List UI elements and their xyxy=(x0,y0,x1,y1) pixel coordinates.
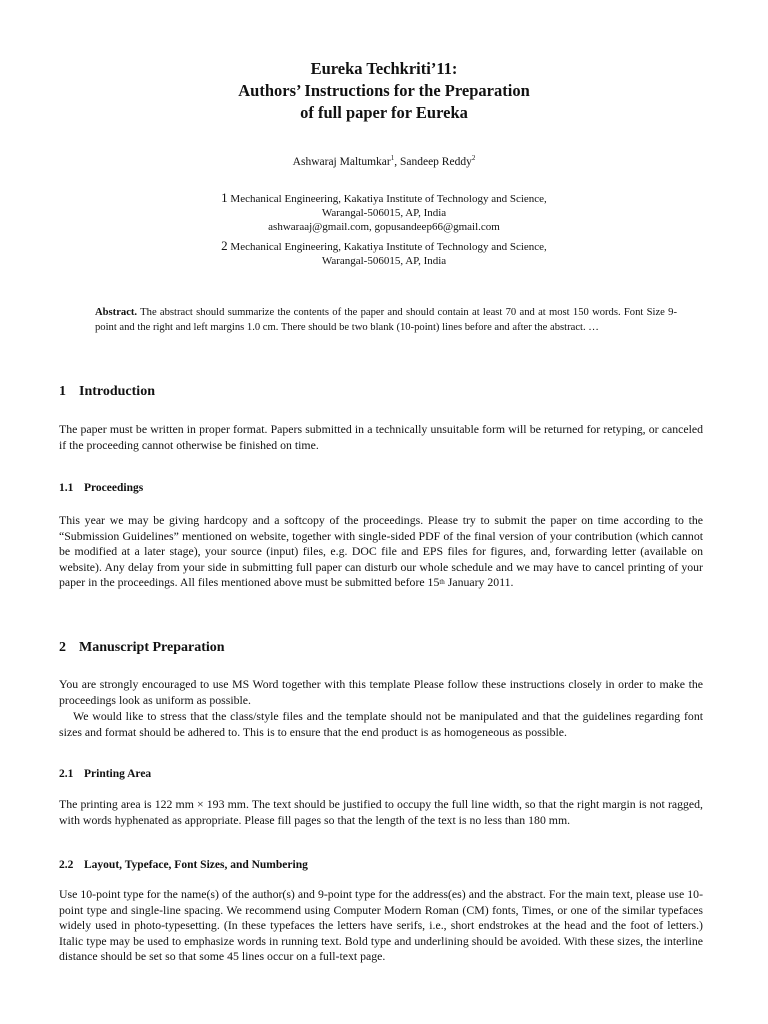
subsection-number: 1.1 xyxy=(59,482,74,494)
affiliation-institution: Mechanical Engineering, Kakatiya Institute of Technology and Science, xyxy=(230,241,547,253)
author-name: Sandeep Reddy xyxy=(399,155,472,168)
affiliation-institution: Mechanical Engineering, Kakatiya Institute of Technology and Science, xyxy=(230,193,547,205)
section-title: Introduction xyxy=(79,384,155,399)
title-line-1: Eureka Techkriti’11: xyxy=(310,59,458,78)
affiliation-2 xyxy=(0,239,768,268)
title-line-2: Authors’ Instructions for the Preparation xyxy=(238,81,530,100)
paragraph-text-end: January 2011. xyxy=(444,575,514,589)
section-paragraph: The paper must be written in proper format. Papers submitted in a technically unsuitable form will be returned for retyping, or canceled if the proceeding cannot otherwise be finished on time. xyxy=(59,422,703,452)
author-name: Ashwaraj Maltumkar xyxy=(292,155,391,168)
affiliation-emails: ashwaraaj@gmail.com, gopusandeep66@gmail.com xyxy=(268,221,500,233)
paper-title xyxy=(0,58,768,124)
section-number: 2 xyxy=(59,640,66,655)
subsection-number: 2.1 xyxy=(59,768,74,780)
section-heading-manuscript-preparation xyxy=(59,640,225,656)
author-separator: , xyxy=(394,155,400,168)
subsection-number: 2.2 xyxy=(59,859,74,871)
affiliation-number: 1 xyxy=(221,190,228,205)
section-paragraph xyxy=(59,513,703,591)
subsection-title: Proceedings xyxy=(84,482,144,494)
paragraph-text: This year we may be giving hardcopy and a softcopy of the proceedings. Please try to submit the paper on time according to the “Submission Guidelines” mentioned on website, together with single-sided PDF of the final version of your contribution (which cannot be modified at a later stage), your source (input) files, e.g. DOC file and EPS files for figures, and, forwarding letter (available on website). Any delay from your side in submitting full paper can disturb our whole schedule and we may have to cancel printing of your paper in the proceedings. All files mentioned above must be submitted before 15 xyxy=(59,513,703,589)
section-title: Manuscript Preparation xyxy=(79,640,225,655)
author-list xyxy=(0,154,768,168)
subsection-heading-printing-area xyxy=(59,768,151,780)
subsection-title: Layout, Typeface, Font Sizes, and Numbering xyxy=(84,859,308,871)
affiliation-1 xyxy=(0,191,768,234)
section-number: 1 xyxy=(59,384,66,399)
subsection-title: Printing Area xyxy=(84,768,152,780)
section-paragraph: Use 10-point type for the name(s) of the author(s) and 9-point type for the address(es) and the abstract. For the main text, please use 10-point type and single-line spacing. We recommend using Computer Modern Roman (CM) fonts, Times, or one of the similar typefaces widely used in photo-typesetting. (In these typefaces the letters have serifs, i.e., short endstrokes at the head and the foot of letters.) Italic type may be used to emphasize words in running text. Bold type and underlining should be avoided. With these sizes, the interline distance should be set so that some 45 lines occur on a full-text page. xyxy=(59,887,703,963)
section-heading-introduction xyxy=(59,384,155,400)
subsection-heading-proceedings xyxy=(59,482,143,494)
author-affiliation-mark: 2 xyxy=(471,154,476,162)
section-paragraph: The printing area is 122 mm × 193 mm. The text should be justified to occupy the full line width, so that the right margin is not ragged, with words hyphenated as appropriate. Please fill pages so that the length of the text is no less than 180 mm. xyxy=(59,797,703,827)
abstract-label: Abstract. xyxy=(95,307,138,318)
subsection-heading-layout xyxy=(59,859,308,871)
author-affiliation-mark: 1 xyxy=(390,154,395,162)
title-line-3: of full paper for Eureka xyxy=(300,103,468,122)
abstract-text: The abstract should summarize the contents of the paper and should contain at least 70 and at most 150 words. Font Size 9-point and the right and left margins 1.0 cm. There should be two blank (10-point) lines before and after the abstract. … xyxy=(95,307,677,333)
affiliation-address: Warangal-506015, AP, India xyxy=(321,255,447,267)
section-paragraph: You are strongly encouraged to use MS Word together with this template Please follow these instructions closely in order to make the proceedings look as uniform as possible. xyxy=(59,677,703,707)
affiliation-address: Warangal-506015, AP, India xyxy=(321,207,447,219)
abstract xyxy=(95,305,677,335)
ordinal-suffix: th xyxy=(439,578,445,586)
section-paragraph: We would like to stress that the class/style files and the template should not be manipulated and that the guidelines regarding font sizes and format should be adhered to. This is to ensure that the end product is as homogeneous as possible. xyxy=(59,709,703,739)
affiliation-number: 2 xyxy=(221,238,228,253)
